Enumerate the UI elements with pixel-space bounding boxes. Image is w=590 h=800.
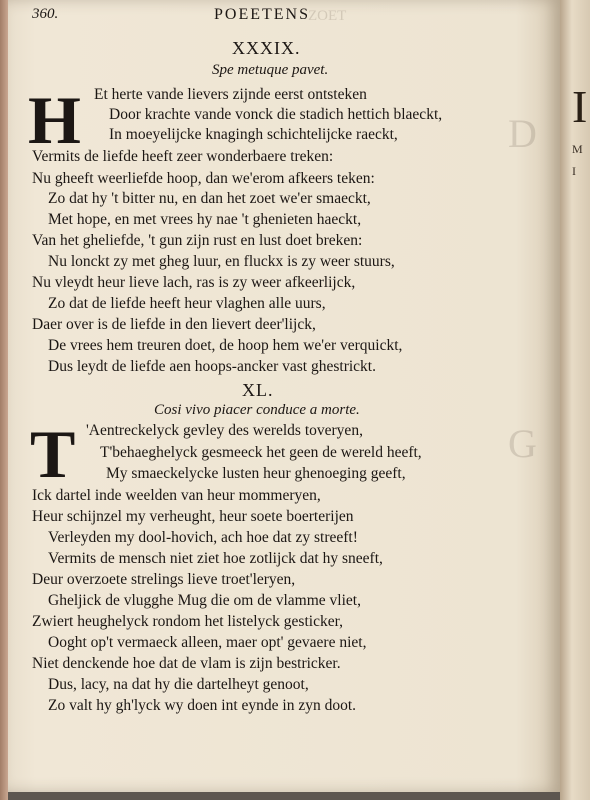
poem-motto: Cosi vivo piacer conduce a morte. bbox=[154, 402, 360, 418]
verse-line: Vermits de mensch niet ziet hoe zotlijck dat hy sneeft, bbox=[48, 550, 383, 567]
page-number: 360. bbox=[32, 6, 59, 22]
verse-line: My smaeckelycke lusten heur ghenoeging geeft, bbox=[106, 465, 406, 482]
facing-page-dropcap: I bbox=[572, 81, 588, 132]
verse-line: Heur schijnzel my verheught, heur soete boerterijen bbox=[32, 508, 354, 525]
verse-line: Nu gheeft weerliefde hoop, dan we'erom afkeers teken: bbox=[32, 170, 375, 187]
verse-line: Niet denckende hoe dat de vlam is zijn bestricker. bbox=[32, 655, 341, 672]
verse-line: Nu vleydt heur lieve lach, ras is zy weer afkeerlijck, bbox=[32, 274, 356, 291]
verse-line: Door krachte vande vonck die stadich hettich blaeckt, bbox=[109, 106, 443, 123]
verse-line: Zo dat de liefde heeft heur vlaghen alle uurs, bbox=[48, 295, 326, 312]
verse-line: Daer over is de liefde in den lievert deer'lijck, bbox=[32, 316, 316, 333]
verse-line: Vermits de liefde heeft zeer wonderbaere treken: bbox=[32, 148, 334, 165]
verse-line: Gheljick de vlugghe Mug die om de vlamme vliet, bbox=[48, 592, 361, 609]
facing-page-fragment: M bbox=[572, 142, 583, 156]
verse-line: Nu lonckt zy met gheg luur, en fluckx is zy weer stuurs, bbox=[48, 253, 395, 270]
verse-line: T'behaeghelyck gesmeeck het geen de wereld heeft, bbox=[100, 444, 422, 461]
verse-line: Zo dat hy 't bitter nu, en dan het zoet we'er smaeckt, bbox=[48, 190, 371, 207]
verse-line: In moeyelijcke knagingh schichtelijcke raeckt, bbox=[109, 126, 398, 143]
verse-line: Dus, lacy, na dat hy die dartelheyt genoot, bbox=[48, 676, 309, 693]
bleed-through-text: D bbox=[508, 111, 537, 156]
running-head: POEETENS bbox=[214, 6, 310, 23]
verse-line: Ooght op't vermaeck alleen, maer opt' gevaere niet, bbox=[48, 634, 367, 651]
verse-line: Ick dartel inde weelden van heur mommeryen, bbox=[32, 487, 321, 504]
verse-line: Zo valt hy gh'lyck wy doen int eynde in zyn doot. bbox=[48, 697, 357, 714]
bleed-through-text: G bbox=[508, 421, 537, 466]
verse-line: De vrees hem treuren doet, de hoop hem we'er verquickt, bbox=[48, 337, 403, 354]
verse-line: Et herte vande lievers zijnde eerst ontsteken bbox=[94, 86, 367, 103]
verse-line: Zwiert heughelyck rondom het listelyck gesticker, bbox=[32, 613, 344, 630]
poem-title: XXXIX. bbox=[232, 38, 301, 58]
bleed-through-text: ZOET bbox=[308, 8, 347, 24]
poem-motto: Spe metuque pavet. bbox=[212, 62, 329, 78]
verse-line: 'Aentreckelyck gevley des werelds toveryen, bbox=[86, 422, 363, 439]
drop-cap: H bbox=[28, 82, 81, 158]
book-spine-edge bbox=[0, 0, 8, 800]
poem-title: XL. bbox=[242, 380, 274, 400]
facing-page-fragment: I bbox=[572, 164, 576, 178]
verse-line: Van het gheliefde, 't gun zijn rust en lust doet breken: bbox=[32, 232, 363, 249]
verse-line: Verleyden my dool-hovich, ach hoe dat zy streeft! bbox=[48, 529, 358, 546]
verse-line: Dus leydt de liefde aen hoops-ancker vast ghestrickt. bbox=[48, 358, 376, 375]
verse-line: Met hope, en met vrees hy nae 't ghenieten haeckt, bbox=[48, 211, 362, 228]
book-page bbox=[8, 0, 560, 792]
verse-line: Deur overzoete strelings lieve troet'leryen, bbox=[32, 571, 296, 588]
drop-cap: T bbox=[30, 416, 76, 492]
